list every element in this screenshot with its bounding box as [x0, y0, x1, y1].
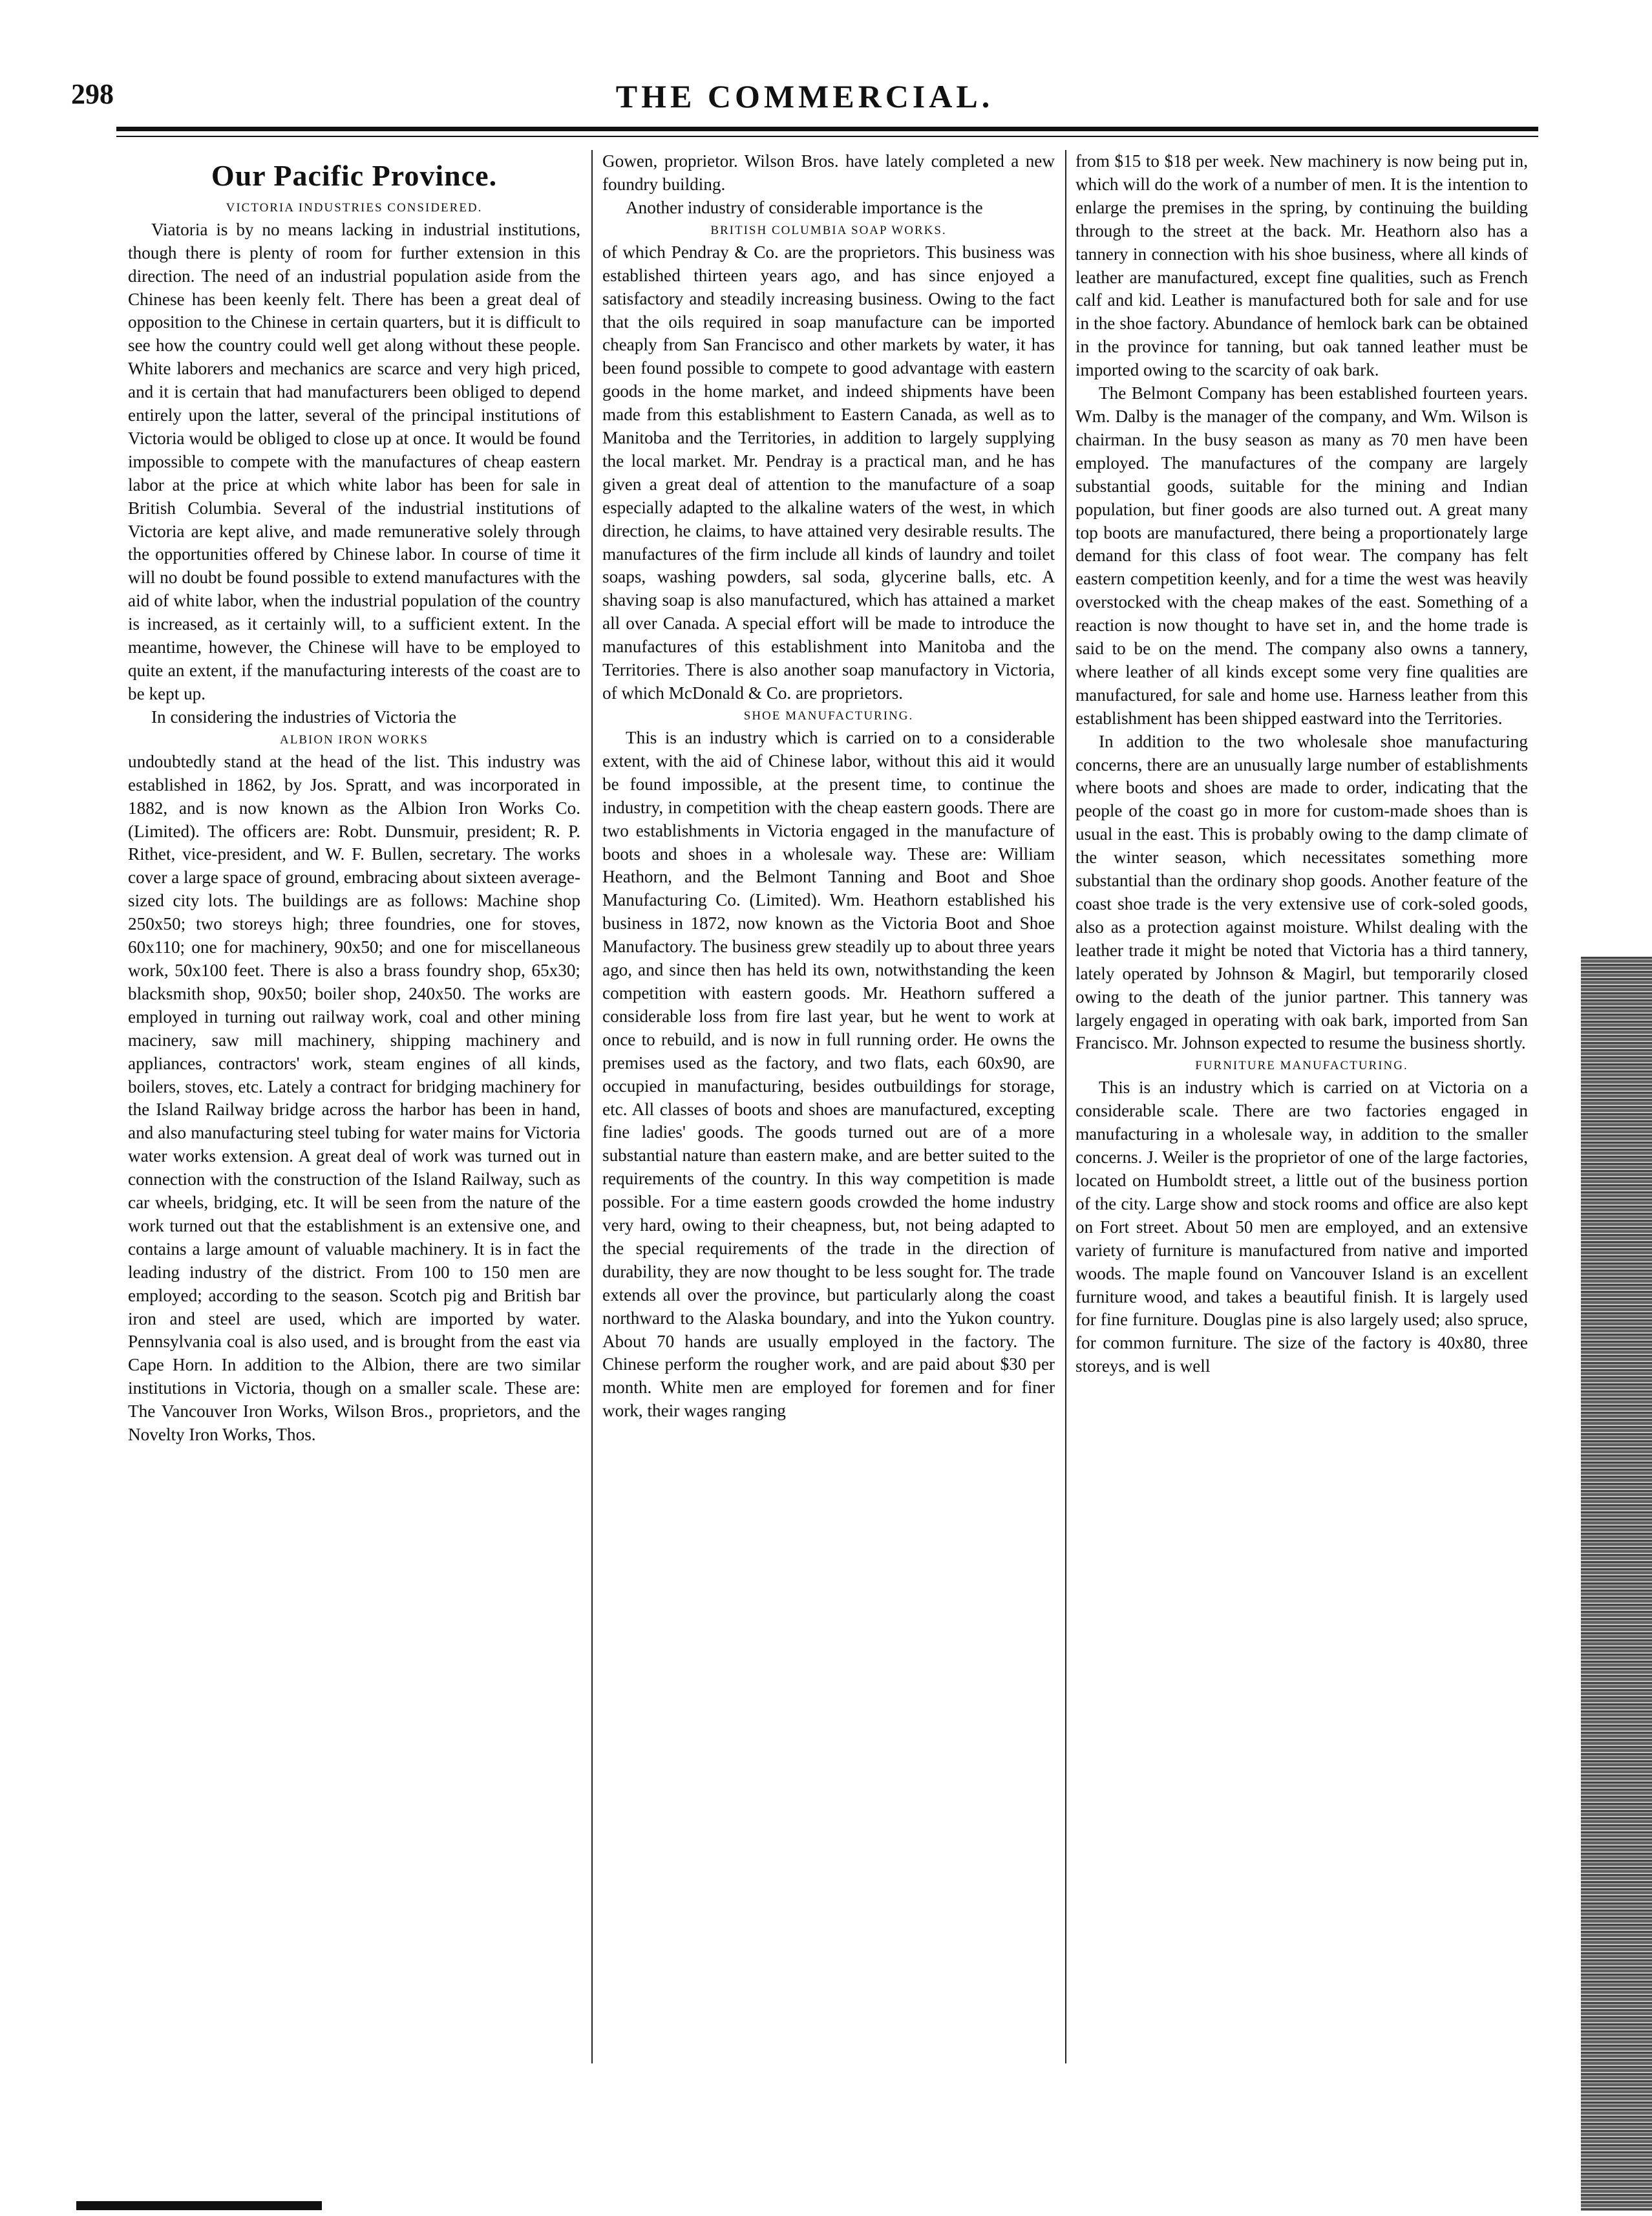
paragraph: of which Pendray & Co. are the proprietors. This business was established thirteen years ago, and has since enjoyed a satisfactory and steadily increasing business. Owing to the fact that the oils required in soap manufacture can be imported cheaply from San Francisco and other markets by water, it has been found possible to compete to good advantage with eastern goods in the home market, and indeed shipments have been made from this establishment to Eastern Canada, as well as to Manitoba and the Territories, in addition to largely supplying the local market. Mr. Pendray is a practical man, and he has given a great deal of attention to the manufacture of a soap especially adapted to the alkaline waters of the west, in which direction, he claims, to have attained very desirable results. The manufactures of the firm include all kinds of laundry and toilet soaps, washing powders, sal soda, glycerine balls, etc. A shaving soap is also manufactured, which has attained a market all over Canada. A special effort will be made to introduce the manufactures of this establishment into Manitoba and the Territories. There is also another soap manufactory in Victoria, of which McDonald & Co. are proprietors.	[602, 242, 1055, 703]
column-divider	[1065, 150, 1066, 2063]
masthead: THE COMMERCIAL.	[615, 78, 994, 114]
paragraph: The Belmont Company has been established fourteen years. Wm. Dalby is the manager of the company, and Wm. Wilson is chairman. In the busy season as many as 70 men have been employed. The manufactures of the company are largely substantial goods, suitable for the mining and Indian population, but finer goods are also turned out. A great many top boots are manufactured, there being a proportionately large demand for this class of foot wear. The company has felt eastern competition keenly, and for a time the west was heavily overstocked with the cheap makes of the east. Something of a reaction is now thought to have set in, and the home trade is said to be on the mend. The company also owns a tannery, where leather of all kinds except some very fine qualities are manufactured, for sale and home use. Harness leather from this establishment has been shipped eastward into the Territories.	[1075, 383, 1528, 728]
column-3	[1075, 150, 1528, 2128]
section-heading: ALBION IRON WORKS	[280, 732, 429, 747]
scan-binding-edge	[1581, 957, 1652, 2211]
header-rule-thin	[116, 136, 1538, 137]
article-subtitle: VICTORIA INDUSTRIES CONSIDERED.	[226, 200, 483, 215]
column-2	[602, 150, 1055, 2128]
page-header	[71, 78, 1538, 116]
paragraph: Viatoria is by no means lacking in industrial institutions, though there is plenty of room for further extension in this direction. The need of an industrial population aside from the Chinese has been keenly felt. There has been a great deal of opposition to the Chinese in certain quarters, but it is difficult to see how the country could well get along without these people. White laborers and mechanics are scarce and very high priced, and it is certain that had manufacturers been obliged to depend entirely upon the latter, several of the principal institutions of Victoria would be obliged to close up at once. It would be found impossible to compete with the manufactures of cheap eastern labor at the price at which white labor has been for sale in British Columbia. Several of the industrial institutions of Victoria are kept alive, and made remunerative solely through the opportunities offered by Chinese labor. In course of time it will no doubt be found possible to extend manufactures with the aid of white labor, when the industrial population of the country is increased, as it certainly will, to a sufficient extent. In the meantime, however, the Chinese will have to be employed to quite an extent, if the manufacturing interests of the coast are to be kept up.	[128, 219, 580, 703]
column-divider	[591, 150, 593, 2063]
paragraph: This is an industry which is carried on to a considerable extent, with the aid of Chinese labor, without this aid it would be found impossible, at the present time, to continue the industry, in competition with the cheap eastern goods. There are two establishments in Victoria engaged in the manufacture of boots and shoes in a wholesale way. These are: William Heathorn, and the Belmont Tanning and Boot and Shoe Manufacturing Co. (Limited). Wm. Heathorn established his business in 1872, now known as the Victoria Boot and Shoe Manufactory. The business grew steadily up to about three years ago, and since then has held its own, notwithstanding the keen competition with eastern goods. Mr. Heathorn suffered a considerable loss from fire last year, but he went to work at once to rebuild, and is now in full running order. He owns the premises used as the factory, and two flats, each 60x90, are occupied in manufacturing, besides outbuildings for storage, etc. All classes of boots and shoes are manufactured, excepting fine ladies' goods. The goods turned out are of a more substantial nature than eastern make, and are better suited to the requirements of the country. In this way competition is made possible. For a time eastern goods crowded the home industry very hard, owing to their cheapness, but, not being adapted to the special requirements of the trade in the direction of durability, they are now thought to be less sought for. The trade extends all over the province, but particularly along the coast northward to the Alaska boundary, and into the Yukon country. About 70 hands are usually employed in the factory. The Chinese perform the rougher work, and are paid about $30 per month. White men are employed for foremen and for finer work, their wages ranging	[602, 728, 1055, 1421]
paragraph: from $15 to $18 per week. New machinery is now being put in, which will do the work of a number of men. It is the intention to enlarge the premises in the spring, by continuing the building through to the street at the back. Mr. Heathorn also has a tannery in connection with his shoe business, where all kinds of leather are manufactured, except fine qualities, such as French calf and kid. Leather is manufactured both for sale and for use in the shoe factory. Abundance of hemlock bark can be obtained in the province for tanning, but oak tanned leather must be imported owing to the scarcity of oak bark.	[1075, 151, 1528, 380]
column-1	[128, 150, 580, 2128]
section-heading: BRITISH COLUMBIA SOAP WORKS.	[710, 223, 947, 237]
section-heading: FURNITURE MANUFACTURING.	[1195, 1059, 1408, 1073]
paragraph: In considering the industries of Victoria the	[151, 707, 457, 727]
paragraph: Another industry of considerable importance is the	[626, 197, 983, 217]
article-title: Our Pacific Province.	[211, 159, 498, 192]
paragraph: Gowen, proprietor. Wilson Bros. have lately completed a new foundry building.	[602, 151, 1055, 194]
paragraph: undoubtedly stand at the head of the list. This industry was established in 1862, by Jos. Spratt, and was incorporated in 1882, and is now known as the Albion Iron Works Co. (Limited). The officers are: Robt. Dunsmuir, president; R. P. Rithet, vice-president, and W. F. Bullen, secretary. The works cover a large space of ground, embracing about sixteen average-sized city lots. The buildings are as follows: Machine shop 250x50; two storeys high; three foundries, one for stoves, 60x110; one for machinery, 90x50; and one for miscellaneous work, 50x100 feet. There is also a brass foundry shop, 65x30; blacksmith shop, 90x50; boiler shop, 240x50. The works are employed in turning out railway work, coal and other mining macinery, saw mill machinery, shipping machinery and appliances, contractors' work, steam engines of all kinds, boilers, stoves, etc. Lately a contract for bridging machinery for the Island Railway bridge across the harbor has been in hand, and also manufacturing steel tubing for water mains for Victoria water works extension. A great deal of work was turned out in connection with the construction of the Island Railway, such as car wheels, bridging, etc. It will be seen from the nature of the work turned out that the establishment is an extensive one, and contains a large amount of valuable machinery. It is in fact the leading industry of the district. From 100 to 150 men are employed; according to the season. Scotch pig and British bar iron and steel are used, which are imported by water. Pennsylvania coal is also used, and is brought from the east via Cape Horn. In addition to the Albion, there are two similar institutions in Victoria, though on a smaller scale. These are: The Vancouver Iron Works, Wilson Bros., proprietors, and the Novelty Iron Works, Thos.	[128, 751, 580, 1445]
page-number: 298	[71, 78, 114, 110]
paragraph: This is an industry which is carried on at Victoria on a considerable scale. There are two factories engaged in manufacturing in a wholesale way, in addition to the smaller concerns. J. Weiler is the proprietor of one of the large factories, located on Humboldt street, a little out of the business portion of the city. Large show and stock rooms and office are also kept on Fort street. About 50 men are employed, and an extensive variety of furniture is manufactured from native and imported woods. The maple found on Vancouver Island is an excellent furniture wood, and takes a beautiful finish. It is largely used for fine furniture. Douglas pine is also largely used; also spruce, for common furniture. The size of the factory is 40x80, three storeys, and is well	[1075, 1078, 1528, 1376]
header-rule-thick	[116, 127, 1538, 131]
scan-bottom-bar	[76, 2201, 322, 2210]
section-heading: SHOE MANUFACTURING.	[743, 708, 914, 723]
paragraph: In addition to the two wholesale shoe manufacturing concerns, there are an unusually large number of establishments where boots and shoes are made to order, indicating that the people of the coast go in more for custom-made shoes than is usual in the east. This is probably owing to the damp climate of the winter season, which necessitates something more substantial than the ordinary shop goods. Another feature of the coast shoe trade is the very extensive use of cork-soled goods, also as a protection against moisture. Whilst dealing with the leather trade it might be noted that Victoria has a third tannery, lately operated by Johnson & Magirl, but temporarily closed owing to the death of the junior partner. This tannery was largely engaged in operating with oak bark, imported from San Francisco. Mr. Johnson expected to resume the business shortly.	[1075, 731, 1528, 1053]
